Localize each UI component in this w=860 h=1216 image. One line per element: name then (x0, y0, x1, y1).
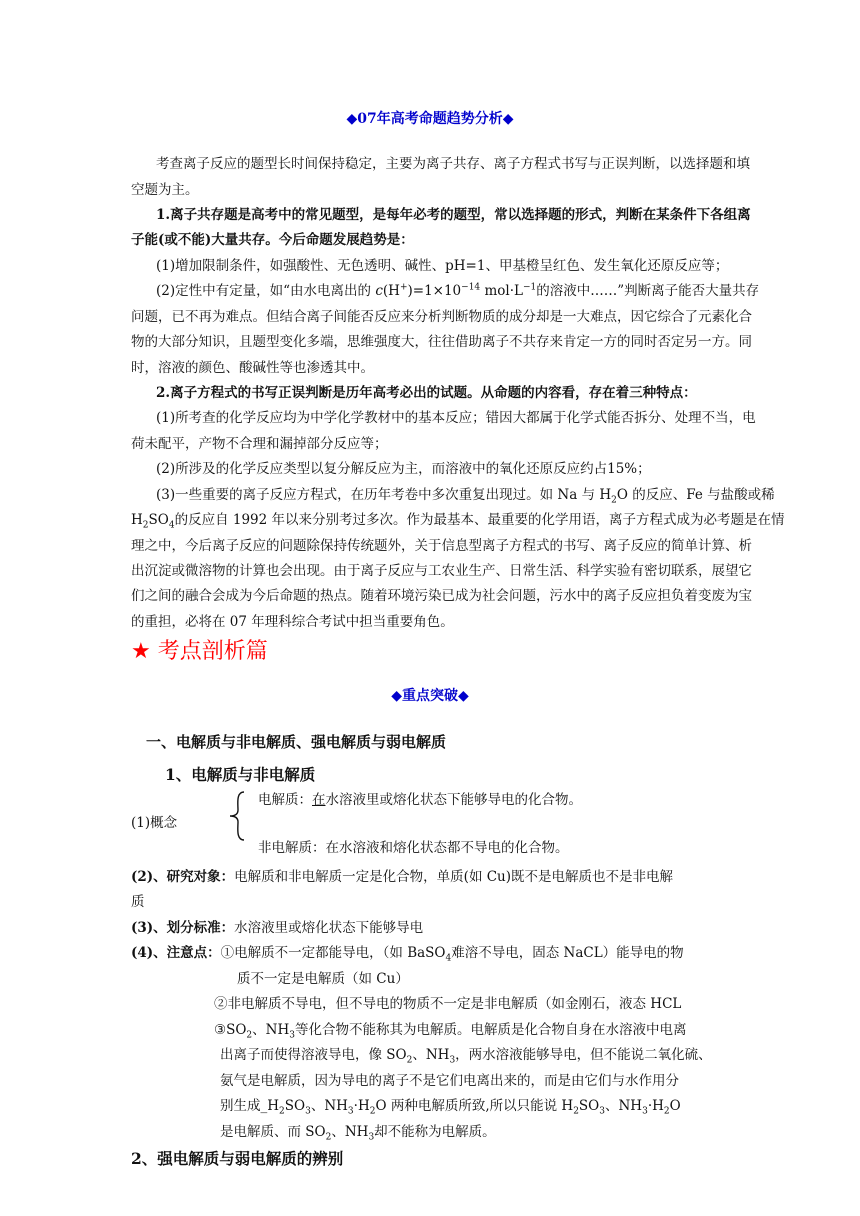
subsection-heading-2: 2、强电解质与弱电解质的辨别 (131, 1149, 344, 1168)
notes-line-5: 出离子而使得溶液导电，像 $SO_2$、$NH_3$，两水溶液能够导电，但不能说二氧化硫、 (220, 1047, 712, 1066)
point2-item3-line-3: 理之中，今后离子反应的问题除保持传统题外，关于信息型离子方程式的书写、离子反应的简单计算、析 (131, 538, 752, 554)
section-heading-1: 一、电解质与非电解质、强电解质与弱电解质 (146, 733, 447, 751)
point1-bold-line-2: 子能(或不能)大量共存。今后命题发展趋势是： (131, 232, 414, 248)
intro-line-2: 空题为主。 (131, 182, 199, 198)
point1-item2-line-1: (2)定性中有定量，如“由水电离出的 $c(H^+)=1\times 10^{-14}$ $mol\cdot L^{-1}$的溶液中……”判断离子能否大量共存 (156, 282, 760, 299)
classification-standard: (3)、划分标准：水溶液里或熔化状态下能够导电 (131, 920, 424, 936)
research-object-line-1: (2)、研究对象：电解质和非电解质一定是化合物，单质(如 Cu)既不是电解质也不是非电解 (131, 869, 674, 885)
notes-line-8: 是电解质、而 $SO_2$、$NH_3$却不能称为电解质。 (220, 1124, 496, 1143)
notes-line-2: 质不一定是电解质（如 Cu） (237, 971, 409, 987)
notes-line-1: (4)、注意点：①电解质不一定都能导电，（如 BaSO$_4$难溶不导电，固态 NaCL）能导电的物 (131, 945, 684, 964)
point1-item1: (1)增加限制条件，如强酸性、无色透明、碱性、pH=1、甲基橙呈红色、发生氧化还原反应等； (156, 258, 729, 274)
point2-item3-line-4: 出沉淀或微溶物的计算也会出现。由于离子反应与工农业生产、日常生活、科学实验有密切联系，展望它 (131, 563, 752, 579)
point2-item3-line-5: 们之间的融合会成为今后命题的热点。随着环境污染已成为社会问题，污水中的离子反应担负着变废为宝 (131, 588, 752, 604)
research-object-line-2: 质 (131, 894, 145, 910)
notes-line-3: ②非电解质不导电，但不导电的物质不一定是非电解质（如金刚石，液态 HCL (214, 996, 682, 1012)
notes-line-7: 别生成$\_H_2SO_3$、$NH_3\cdot H_2O$ 两种电解质所致,所以只能说 $H_2SO_3$、$NH_3\cdot H_2O$ (220, 1098, 681, 1117)
analysis-heading: ★ 考点剖析篇 (131, 639, 268, 664)
trend-title: ◆07年高考命题趋势分析◆ (346, 111, 514, 127)
point1-item2-line-4: 时，溶液的颜色、酸碱性等也渗透其中。 (131, 360, 374, 376)
point2-item2: (2)所涉及的化学反应类型以复分解反应为主，而溶液中的氧化还原反应约占15%； (156, 461, 651, 477)
point2-item3-line-2: $H_2SO_4$的反应自 1992 年以来分别考过多次。作为最基本、最重要的化学用语，离子方程式成为必考题是在情 (131, 512, 785, 531)
point1-item2-line-2: 问题，已不再为难点。但结合离子间能否反应来分析判断物质的成分却是一大难点，因它综合了元素化合 (131, 309, 752, 325)
point2-bold: 2.离子方程式的书写正误判断是历年高考必出的试题。从命题的内容看，存在着三种特点： (156, 385, 697, 401)
notes-line-4: $③SO_2$、$NH_3$等化合物不能称其为电解质。电解质是化合物自身在水溶液中电离 (214, 1022, 687, 1041)
curly-brace-icon (226, 790, 248, 842)
point2-item1-line-1: (1)所考查的化学反应均为中学化学教材中的基本反应；错因大都属于化学式能否拆分、处理不当，电 (156, 410, 756, 426)
point1-bold-line-1: 1.离子共存题是高考中的常见题型，是每年必考的题型，常以选择题的形式，判断在某条件下各组离 (156, 207, 751, 223)
intro-line-1: 考查离子反应的题型长时间保持稳定，主要为离子共存、离子方程式书写与正误判断，以选择题和填 (156, 156, 750, 172)
concept-non-electrolyte: 非电解质：在水溶液和熔化状态都不导电的化合物。 (258, 840, 569, 856)
notes-line-6: 氨气是电解质，因为导电的离子不是它们电离出来的，而是由它们与水作用分 (220, 1073, 679, 1089)
point2-item3-line-1: (3)一些重要的离子反应方程式，在历年考卷中多次重复出现过。如 Na 与 $H_2O$ 的反应、Fe 与盐酸或稀 (156, 487, 775, 506)
point2-item3-line-6: 的重担，必将在 07 年理科综合考试中担当重要角色。 (131, 614, 454, 630)
subsection-heading-1: 1、电解质与非电解质 (165, 765, 316, 784)
concept-electrolyte: 电解质：在水溶液里或熔化状态下能够导电的化合物。 (258, 792, 582, 808)
point2-item1-line-2: 荷未配平，产物不合理和漏掉部分反应等； (131, 436, 388, 452)
key-points-title: ◆重点突破◆ (391, 688, 469, 704)
concept-label: (1)概念 (131, 815, 178, 831)
point1-item2-line-3: 物的大部分知识，且题型变化多端，思维强度大，往往借助离子不共存来肯定一方的同时否定另一方。同 (131, 334, 752, 350)
